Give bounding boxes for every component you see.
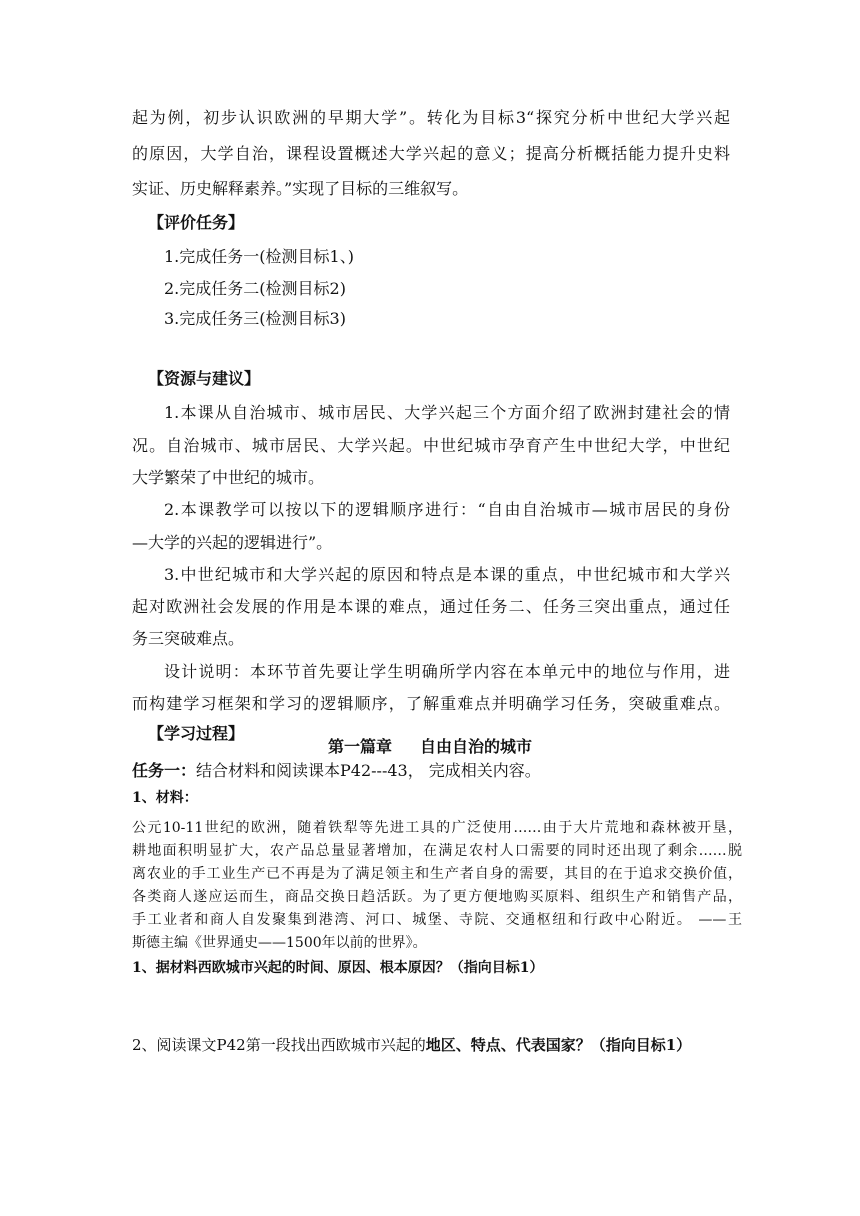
intro-line-3: 实证、历史解释素养。”实现了目标的三维叙写。 bbox=[132, 179, 469, 198]
question-1: 1、据材料西欧城市兴起的时间、原因、根本原因？（指向目标1） bbox=[132, 960, 544, 976]
resources-p2-line-2: —大学的兴起的逻辑进行”。 bbox=[132, 533, 333, 552]
material-line-1: 公元10-11世纪的欧洲，随着铁犁等先进工具的广泛使用……由于大片荒地和森林被开垦， bbox=[132, 820, 742, 836]
question-2-prefix: 2、阅读课文P42第一段找出西欧城市兴起的 bbox=[132, 1036, 426, 1054]
chapter-title bbox=[0, 736, 860, 758]
eval-heading: 【评价任务】 bbox=[148, 213, 245, 232]
resources-p3-line-1: 3.中世纪城市和大学兴起的原因和特点是本课的重点，中世纪城市和大学兴 bbox=[164, 565, 730, 584]
resources-p1-line-1: 1.本课从自治城市、城市居民、大学兴起三个方面介绍了欧洲封建社会的情 bbox=[164, 403, 730, 422]
eval-item-1: 1.完成任务一(检测目标1、) bbox=[164, 247, 354, 266]
chapter-name: 自由自治的城市 bbox=[420, 737, 533, 756]
resources-p1-line-3: 大学繁荣了中世纪的城市。 bbox=[132, 468, 325, 487]
intro-line-1: 起为例，初步认识欧洲的早期大学”。转化为目标3“探究分析中世纪大学兴起 bbox=[132, 108, 730, 127]
material-line-5: 手工业者和商人自发聚集到港湾、河口、城堡、寺院、交通枢纽和行政中心附近。 ——王 bbox=[132, 912, 742, 928]
process-heading: 【学习过程】 bbox=[148, 724, 245, 743]
intro-line-2: 的原因，大学自治，课程设置概述大学兴起的意义；提高分析概括能力提升史料 bbox=[132, 144, 730, 163]
material-label: 1、材料： bbox=[132, 790, 198, 806]
resources-p1-line-2: 况。自治城市、城市居民、大学兴起。中世纪城市孕育产生中世纪大学，中世纪 bbox=[132, 436, 730, 455]
material-line-3: 离农业的手工业生产已不再是为了满足领主和生产者自身的需要，其目的在于追求交换价值， bbox=[132, 866, 742, 882]
question-2 bbox=[132, 1034, 691, 1056]
material-line-4: 各类商人遂应运而生，商品交换日趋活跃。为了更方便地购买原料、组织生产和销售产品， bbox=[132, 889, 742, 905]
design-note-line-1: 设计说明：本环节首先要让学生明确所学内容在本单元中的地位与作用，进 bbox=[164, 662, 730, 681]
resources-p3-line-3: 务三突破难点。 bbox=[132, 629, 245, 648]
eval-item-3: 3.完成任务三(检测目标3) bbox=[164, 309, 346, 328]
eval-item-2: 2.完成任务二(检测目标2) bbox=[164, 279, 346, 298]
task1-label: 任务一： bbox=[132, 761, 197, 780]
resources-p2-line-1: 2.本课教学可以按以下的逻辑顺序进行：“自由自治城市—城市居民的身份 bbox=[164, 500, 730, 519]
task1-text: 结合材料和阅读课本P42---43， 完成相关内容。 bbox=[196, 761, 541, 780]
resources-p3-line-2: 起对欧洲社会发展的作用是本课的难点，通过任务二、任务三突出重点，通过任 bbox=[132, 597, 730, 616]
question-2-emphasis: 地区、特点、代表国家？（指向目标1） bbox=[425, 1036, 692, 1054]
material-line-2: 耕地面积明显扩大，农产品总量显著增加，在满足农村人口需要的同时还出现了剩余……脱 bbox=[132, 843, 742, 859]
resources-heading: 【资源与建议】 bbox=[148, 369, 261, 388]
task1-line bbox=[132, 760, 541, 782]
material-line-6: 斯德主编《世界通史——1500年以前的世界》。 bbox=[132, 935, 427, 951]
design-note-line-2: 而构建学习框架和学习的逻辑顺序，了解重难点并明确学习任务，突破重难点。 bbox=[132, 694, 730, 713]
chapter-number: 第一篇章 bbox=[327, 737, 392, 756]
